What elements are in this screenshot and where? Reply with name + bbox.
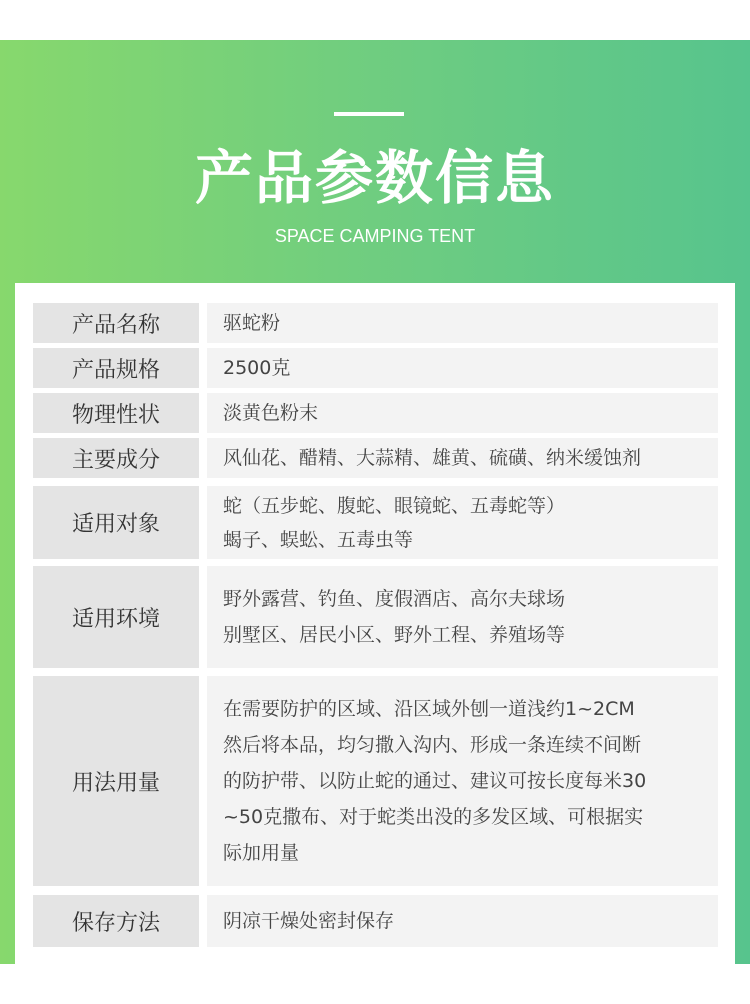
param-value xyxy=(207,393,718,433)
param-row-storage xyxy=(33,895,718,947)
param-row-targets xyxy=(33,486,718,559)
param-value-line: 际加用量 xyxy=(223,842,300,864)
param-value xyxy=(207,895,718,947)
param-value-line: 阴凉干燥处密封保存 xyxy=(223,910,395,932)
page-title: 产品参数信息 xyxy=(194,144,555,212)
param-row-environments xyxy=(33,566,718,668)
param-label: 适用对象 xyxy=(33,486,199,559)
param-label: 主要成分 xyxy=(33,438,199,478)
param-value xyxy=(207,303,718,343)
param-label: 产品名称 xyxy=(33,303,199,343)
param-value-line: 然后将本品，均匀撒入沟内、形成一条连续不间断 xyxy=(223,734,642,756)
param-label: 产品规格 xyxy=(33,348,199,388)
param-value-line: 蛇（五步蛇、腹蛇、眼镜蛇、五毒蛇等） xyxy=(223,494,566,517)
param-value xyxy=(207,438,718,478)
param-value-line: 的防护带、以防止蛇的通过、建议可按长度每米30 xyxy=(223,770,647,792)
param-value-line: 野外露营、钓鱼、度假酒店、高尔夫球场 xyxy=(223,588,566,610)
param-value-line: 蝎子、蜈蚣、五毒虫等 xyxy=(223,528,414,551)
param-value-line: 在需要防护的区域、沿区域外刨一道浅约1~2CM xyxy=(223,698,635,720)
param-value xyxy=(207,486,718,559)
page-subtitle: SPACE CAMPING TENT xyxy=(274,226,476,246)
param-label: 物理性状 xyxy=(33,393,199,433)
param-row-spec xyxy=(33,348,718,388)
param-row-name xyxy=(33,303,718,343)
param-value-line: 风仙花、醋精、大蒜精、雄黄、硫磺、纳米缓蚀剂 xyxy=(223,447,642,469)
param-row-usage xyxy=(33,676,718,886)
param-row-ingredients xyxy=(33,438,718,478)
param-value xyxy=(207,566,718,668)
param-label: 用法用量 xyxy=(33,676,199,886)
param-row-form xyxy=(33,393,718,433)
param-label: 适用环境 xyxy=(33,566,199,668)
param-value-line: 2500克 xyxy=(223,357,291,379)
param-value-line: ~50克撒布、对于蛇类出没的多发区域、可根据实 xyxy=(223,806,644,828)
param-value xyxy=(207,676,718,886)
param-value-line: 淡黄色粉末 xyxy=(223,402,319,424)
param-value-line: 别墅区、居民小区、野外工程、养殖场等 xyxy=(223,624,566,646)
title-decoration-bar xyxy=(334,112,404,116)
param-value-line: 驱蛇粉 xyxy=(223,312,281,334)
param-label: 保存方法 xyxy=(33,895,199,947)
param-value xyxy=(207,348,718,388)
